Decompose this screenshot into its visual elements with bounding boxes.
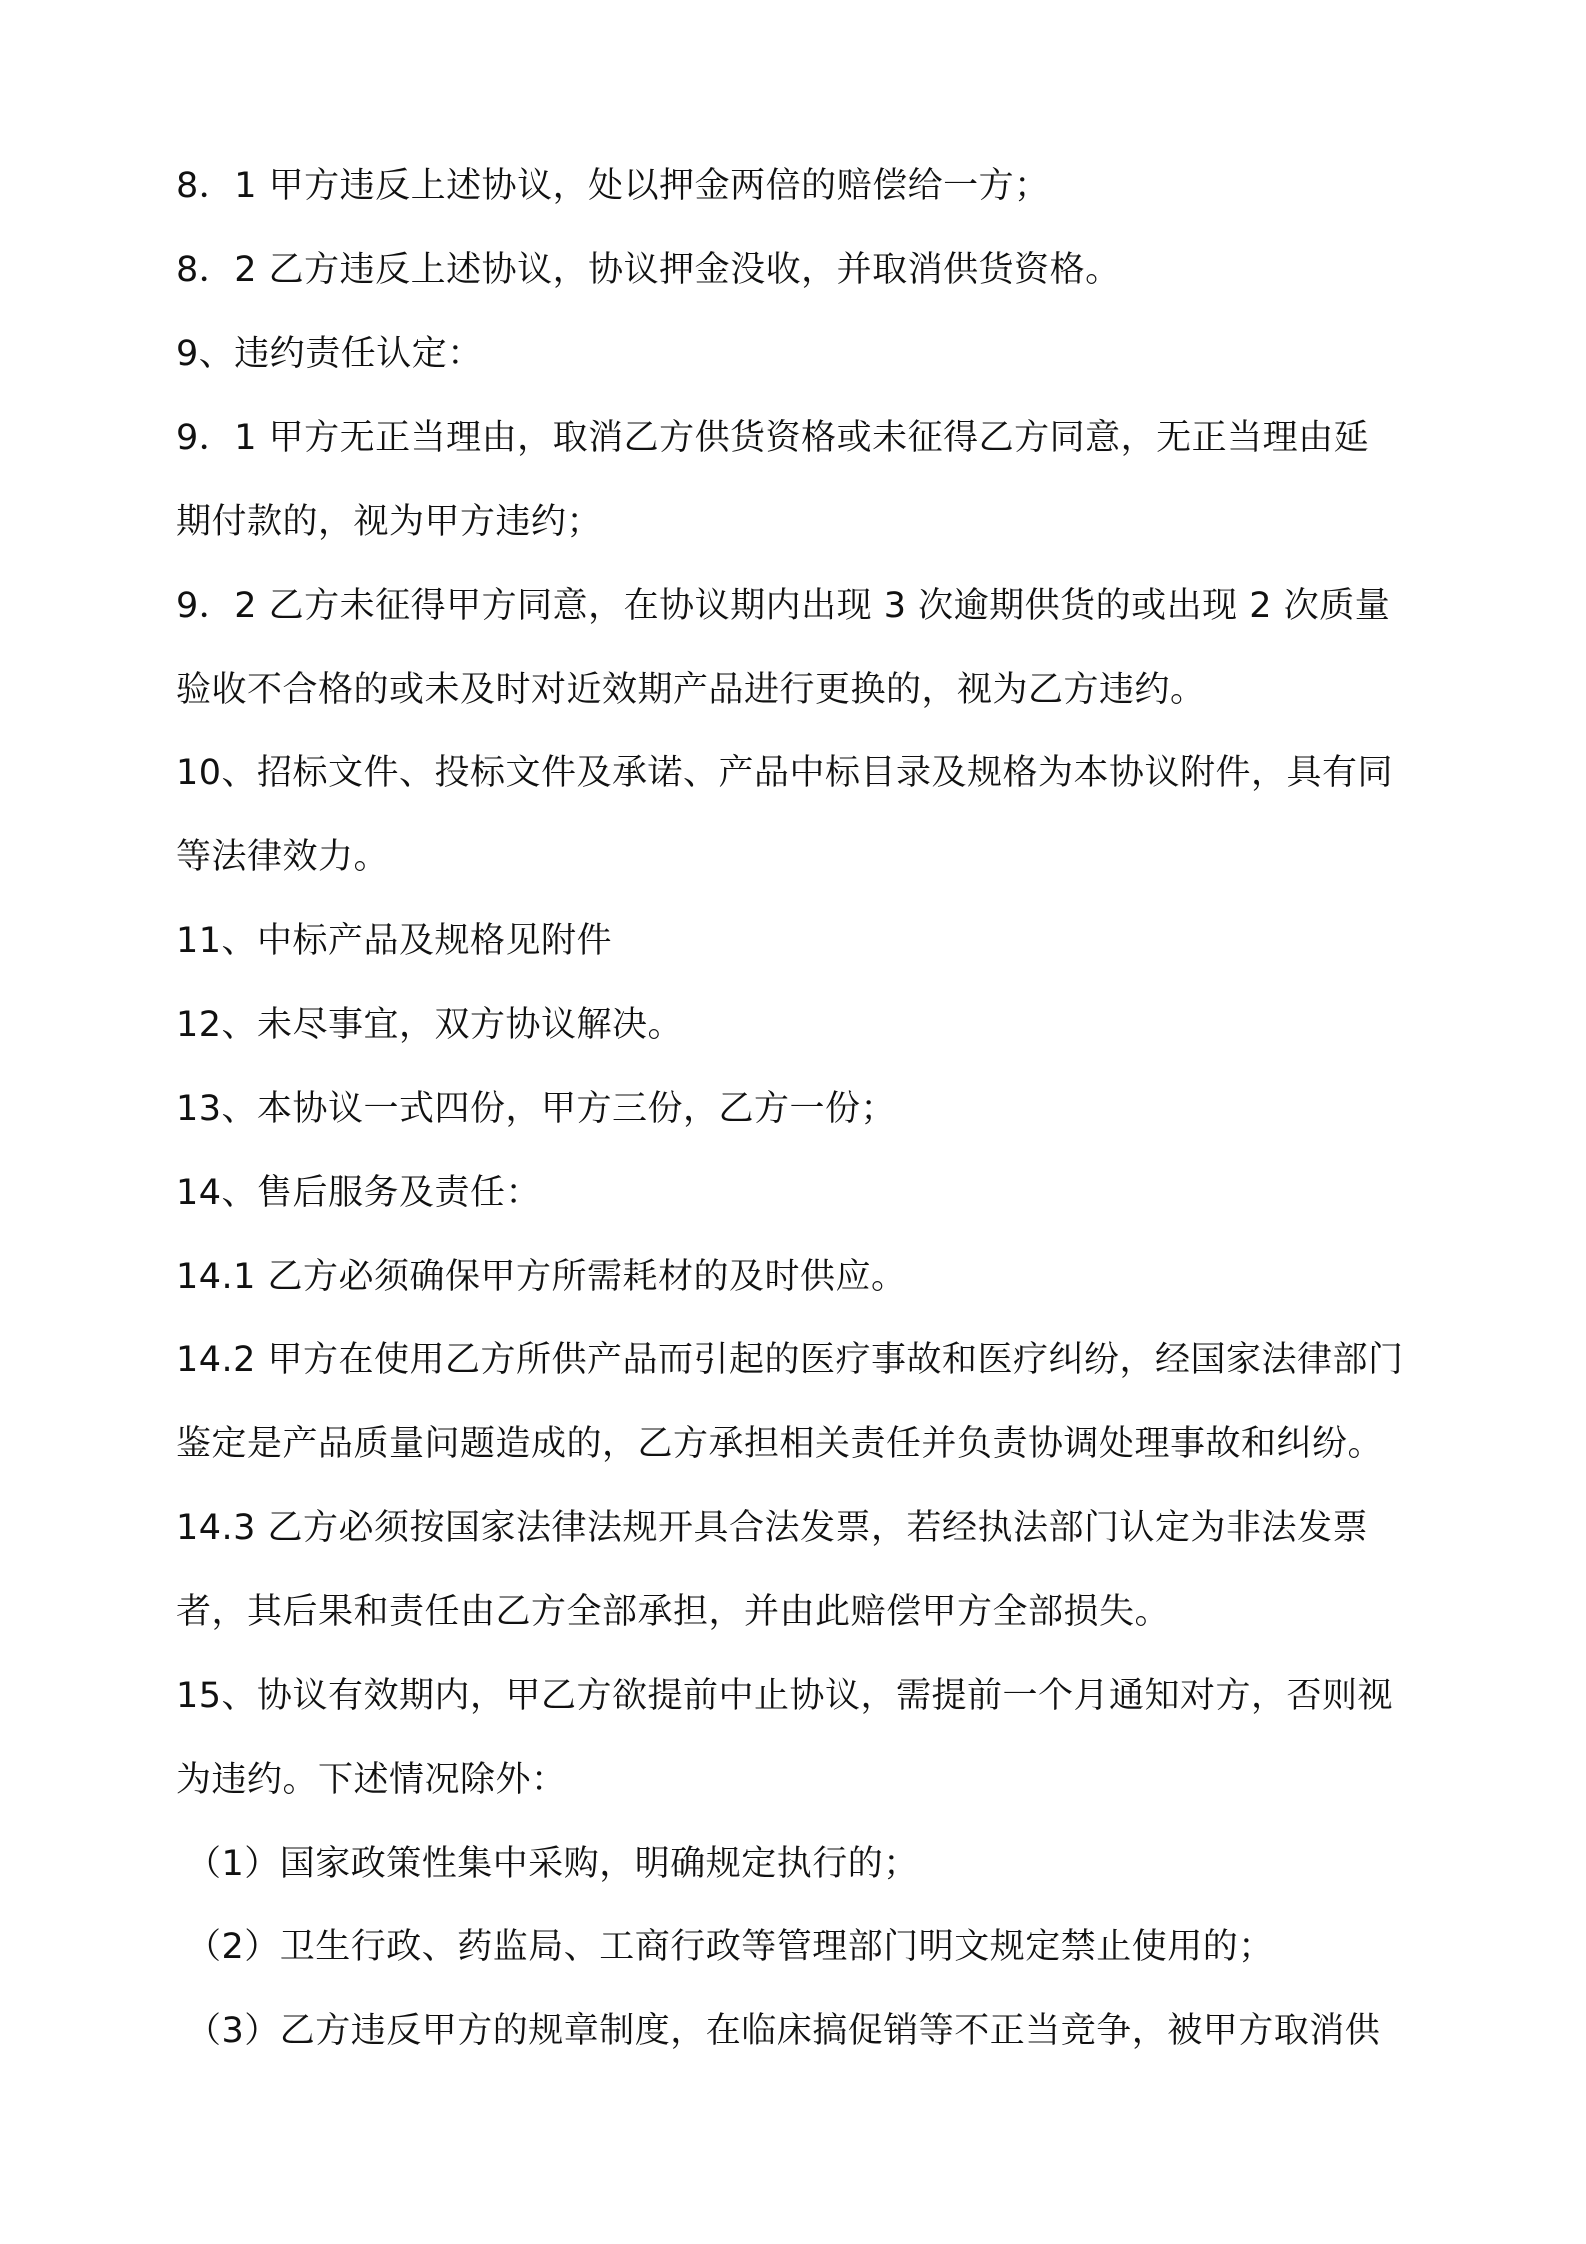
clause-14-3-line-1: 14.3 乙方必须按国家法律法规开具合法发票，若经执法部门认定为非法发票 xyxy=(176,1508,1369,1548)
clause-14-2-line-1: 14.2 甲方在使用乙方所供产品而引起的医疗事故和医疗纠纷，经国家法律部门 xyxy=(176,1340,1404,1380)
clause-9-1-line-1: 9．1 甲方无正当理由，取消乙方供货资格或未征得乙方同意，无正当理由延 xyxy=(176,418,1370,458)
clause-9-2-line-1: 9．2 乙方未征得甲方同意，在协议期内出现 3 次逾期供货的或出现 2 次质量 xyxy=(176,586,1391,626)
clause-11: 11、中标产品及规格见附件 xyxy=(176,921,613,961)
exception-2: （2）卫生行政、药监局、工商行政等管理部门明文规定禁止使用的； xyxy=(186,1927,1274,1967)
clause-13: 13、本协议一式四份，甲方三份，乙方一份； xyxy=(176,1089,897,1129)
clause-8-1: 8．1 甲方违反上述协议，处以押金两倍的赔偿给一方； xyxy=(176,166,1050,206)
clause-14-2-line-2: 鉴定是产品质量问题造成的，乙方承担相关责任并负责协调处理事故和纠纷。 xyxy=(176,1424,1384,1464)
exception-3: （3）乙方违反甲方的规章制度，在临床搞促销等不正当竞争，被甲方取消供 xyxy=(186,2011,1381,2051)
clause-14-3-line-2: 者，其后果和责任由乙方全部承担，并由此赔偿甲方全部损失。 xyxy=(176,1592,1171,1632)
clause-8-2: 8．2 乙方违反上述协议，协议押金没收，并取消供货资格。 xyxy=(176,250,1121,290)
clause-10-line-1: 10、招标文件、投标文件及承诺、产品中标目录及规格为本协议附件，具有同 xyxy=(176,753,1394,793)
clause-9-1-line-2: 期付款的，视为甲方违约； xyxy=(176,502,603,542)
clause-14-1: 14.1 乙方必须确保甲方所需耗材的及时供应。 xyxy=(176,1257,907,1297)
clause-15-line-2: 为违约。下述情况除外： xyxy=(176,1760,567,1800)
clause-10-line-2: 等法律效力。 xyxy=(176,837,390,877)
clause-14-heading: 14、售后服务及责任： xyxy=(176,1173,542,1213)
clause-12: 12、未尽事宜，双方协议解决。 xyxy=(176,1005,684,1045)
clause-9-2-line-2: 验收不合格的或未及时对近效期产品进行更换的，视为乙方违约。 xyxy=(176,670,1206,710)
exception-1: （1）国家政策性集中采购，明确规定执行的； xyxy=(186,1844,919,1884)
clause-9-heading: 9、违约责任认定： xyxy=(176,334,483,374)
clause-15-line-1: 15、协议有效期内，甲乙方欲提前中止协议，需提前一个月通知对方，否则视 xyxy=(176,1676,1394,1716)
